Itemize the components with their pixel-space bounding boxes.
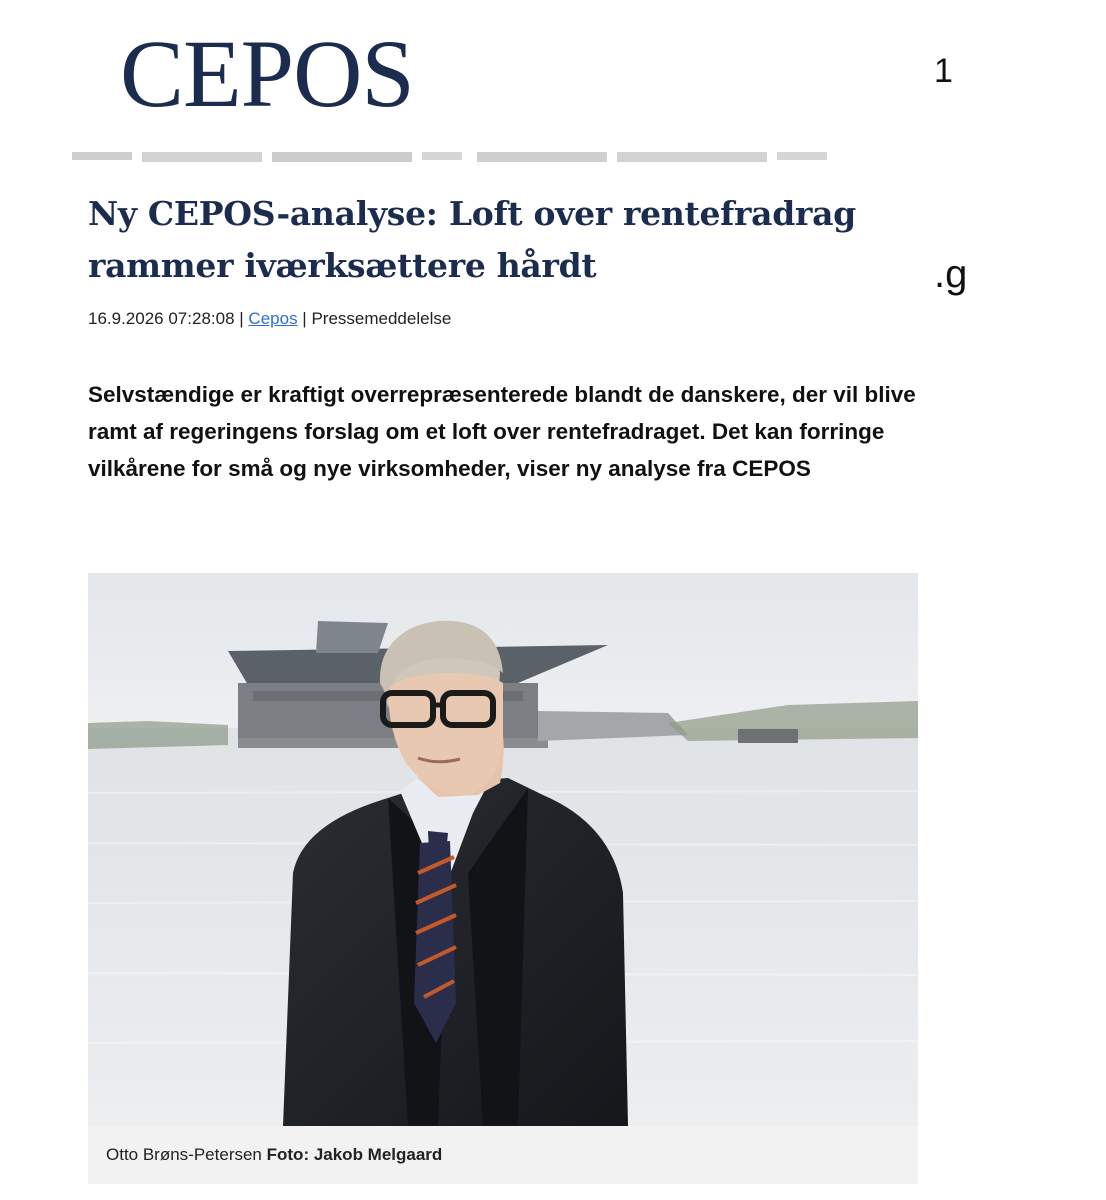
article-lead: Selvstændige er kraftigt overrepræsenterede blandt de danskere, der vil blive ramt af regeringens forslag om et loft over rentefradraget. Det kan forringe vilkårene for små og nye virksomheder, viser ny analyse fra CEPOS: [88, 382, 916, 481]
source-link[interactable]: Cepos: [248, 309, 298, 328]
article-meta: [88, 309, 451, 329]
photo-caption-bar: [88, 1126, 918, 1184]
edge-fragment-top: 1: [934, 52, 953, 90]
logo-wordmark: CEPOS: [120, 28, 414, 120]
meta-separator: |: [239, 309, 244, 328]
article-category: Pressemeddelelse: [311, 309, 452, 328]
article-date: 16.9.2026 07:28:08: [88, 309, 235, 328]
caption-person-name: Otto Brøns-Petersen: [106, 1145, 262, 1164]
meta-separator: |: [302, 309, 307, 328]
caption-photo-credit: Foto: Jakob Melgaard: [266, 1145, 443, 1164]
cepos-logo[interactable]: [120, 28, 460, 120]
article-headline: Ny CEPOS-analyse: Loft over rentefradrag rammer iværksættere hårdt: [88, 194, 856, 285]
edge-fragment-middle: .g: [934, 252, 968, 296]
cepos-logo-mark: [120, 28, 460, 120]
photo-caption: [106, 1145, 442, 1165]
article-photo: [88, 573, 918, 1126]
cropped-text-strip: [72, 152, 827, 166]
